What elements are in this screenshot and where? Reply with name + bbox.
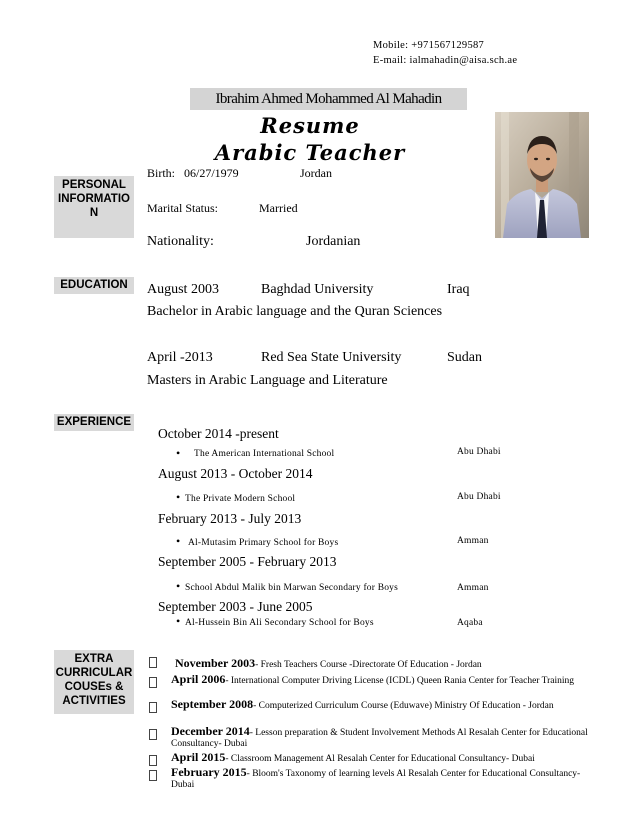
experience-school: The American International School xyxy=(194,449,335,459)
checkbox-bullet-icon xyxy=(149,677,157,688)
experience-period: August 2013 - October 2014 xyxy=(158,466,313,481)
course-item xyxy=(149,674,589,688)
experience-school: The Private Modern School xyxy=(185,494,296,504)
experience-period: February 2013 - July 2013 xyxy=(158,511,302,526)
course-date: April 2015 xyxy=(171,750,226,764)
education-date: August 2003 xyxy=(147,282,219,297)
contact-mobile: Mobile: +971567129587 xyxy=(373,40,485,51)
experience-city: Amman xyxy=(457,583,489,593)
resume-title: Resume xyxy=(260,113,360,138)
course-item xyxy=(149,699,589,713)
birth-date: 06/27/1979 xyxy=(184,166,239,180)
education-country: Iraq xyxy=(447,282,470,297)
marital-status-value: Married xyxy=(259,201,298,215)
checkbox-bullet-icon xyxy=(149,657,157,668)
course-date: September 2008 xyxy=(171,697,254,711)
education-school: Baghdad University xyxy=(261,282,374,297)
bullet-icon: • xyxy=(176,446,181,460)
bullet-icon: • xyxy=(176,490,181,504)
education-school: Red Sea State University xyxy=(261,350,402,365)
experience-city: Aqaba xyxy=(457,618,483,628)
course-date: November 2003 xyxy=(175,656,256,670)
education-date: April -2013 xyxy=(147,350,213,365)
course-description: - Bloom's Taxonomy of learning levels Al Resalah Center for Educational Consultancy- Dubai xyxy=(171,769,581,790)
section-education: EDUCATION xyxy=(54,277,134,294)
experience-period: October 2014 -present xyxy=(158,426,279,441)
experience-school: Al-Hussein Bin Ali Secondary School for Boys xyxy=(185,618,374,628)
course-item xyxy=(149,657,589,671)
course-description: - Computerized Curriculum Course (Eduwave) Ministry Of Education - Jordan xyxy=(253,701,554,711)
course-date: February 2015 xyxy=(171,765,247,779)
bullet-icon: • xyxy=(176,614,181,628)
checkbox-bullet-icon xyxy=(149,729,157,740)
marital-status-label: Marital Status: xyxy=(147,201,218,215)
course-description: - International Computer Driving License (ICDL) Queen Rania Center for Teacher Training xyxy=(225,676,575,686)
checkbox-bullet-icon xyxy=(149,770,157,781)
section-experience: EXPERIENCE xyxy=(54,414,134,431)
contact-email: E-mail: ialmahadin@aisa.sch.ae xyxy=(373,55,518,66)
birth-country: Jordan xyxy=(300,166,332,180)
candidate-name: Ibrahim Ahmed Mohammed Al Mahadin xyxy=(190,88,467,110)
job-title: Arabic Teacher xyxy=(214,140,406,165)
course-date: April 2006 xyxy=(171,672,226,686)
experience-school: School Abdul Malik bin Marwan Secondary for Boys xyxy=(185,583,399,593)
section-personal-information: PERSONAL INFORMATIO N xyxy=(54,176,134,238)
education-degree: Masters in Arabic Language and Literature xyxy=(147,373,388,388)
experience-period: September 2003 - June 2005 xyxy=(158,599,313,614)
experience-city: Abu Dhabi xyxy=(457,492,501,502)
bullet-icon: • xyxy=(176,579,181,593)
nationality-label: Nationality: xyxy=(147,234,214,249)
profile-photo xyxy=(495,112,589,238)
course-item xyxy=(149,767,589,791)
bullet-icon: • xyxy=(176,534,181,548)
education-degree: Bachelor in Arabic language and the Quran Sciences xyxy=(147,304,443,319)
section-extra-curricular: EXTRA CURRICULAR COUSEs & ACTIVITIES xyxy=(54,650,134,714)
birth-label: Birth: xyxy=(147,166,176,180)
course-item xyxy=(149,726,589,750)
nationality-value: Jordanian xyxy=(306,234,361,249)
course-date: December 2014 xyxy=(171,724,250,738)
checkbox-bullet-icon xyxy=(149,755,157,766)
experience-school: Al-Mutasim Primary School for Boys xyxy=(188,538,339,548)
course-description: - Fresh Teachers Course -Directorate Of Education - Jordan xyxy=(255,660,482,670)
education-country: Sudan xyxy=(447,350,482,365)
experience-period: September 2005 - February 2013 xyxy=(158,554,337,569)
checkbox-bullet-icon xyxy=(149,702,157,713)
course-item xyxy=(149,752,589,766)
course-description: - Lesson preparation & Student Involvement Methods Al Resalah Center for Educational Consultancy- Dubai xyxy=(171,728,588,749)
experience-city: Amman xyxy=(457,536,489,546)
experience-city: Abu Dhabi xyxy=(457,447,501,457)
course-description: - Classroom Management Al Resalah Center for Educational Consultancy- Dubai xyxy=(225,754,535,764)
